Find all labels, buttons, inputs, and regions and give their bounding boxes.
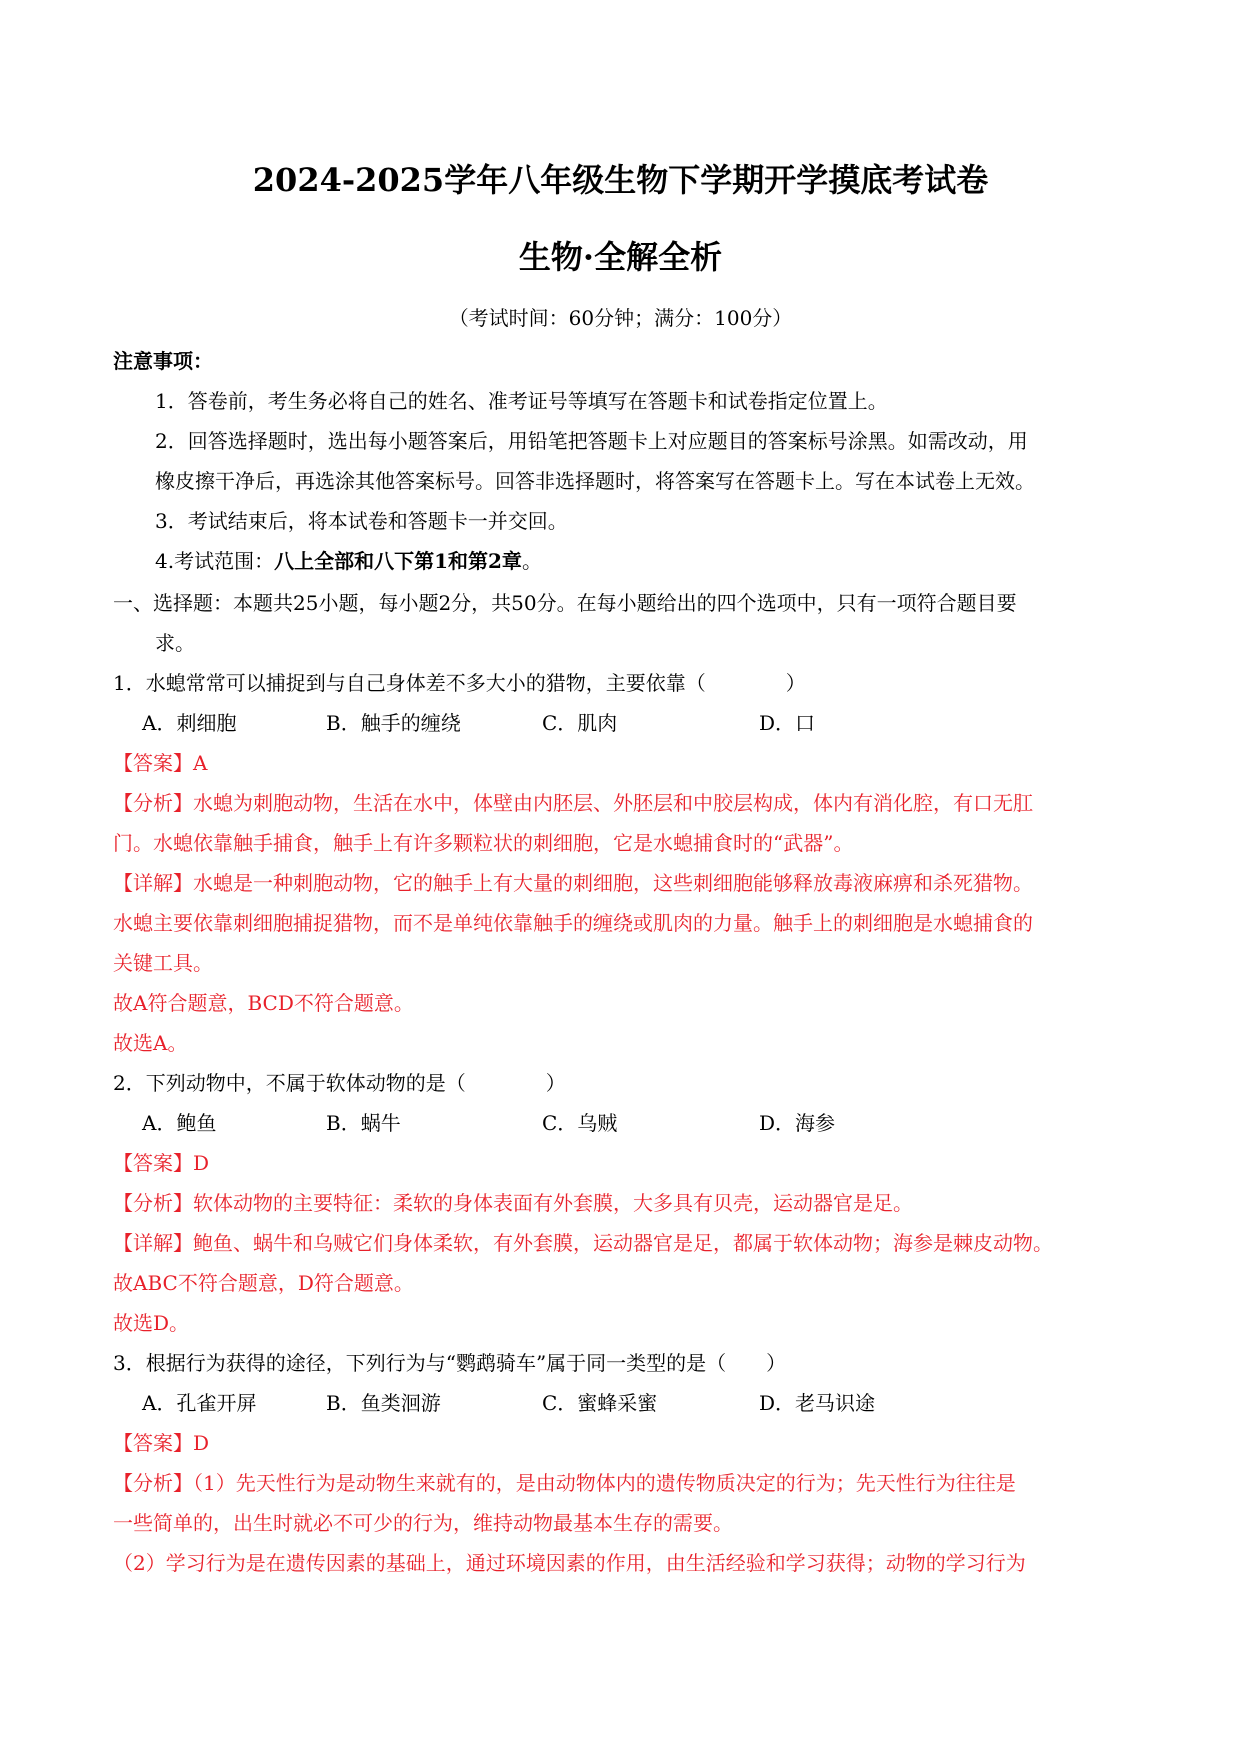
q3-stem: 3．根据行为获得的途径，下列行为与“鹦鹉骑车”属于同一类型的是（ ） xyxy=(113,1351,787,1375)
notes-item-1: 1．答卷前，考生务必将自己的姓名、准考证号等填写在答题卡和试卷指定位置上。 xyxy=(155,389,888,413)
section-1-heading: 一、选择题：本题共25小题，每小题2分，共50分。在每小题给出的四个选项中，只有一项符合题目要 xyxy=(113,591,1017,615)
q3-option-a: A．孔雀开屏 xyxy=(142,1391,257,1415)
exam-time-info: （考试时间：60分钟；满分：100分） xyxy=(448,306,793,330)
notes-item-2-line-1: 2．回答选择题时，选出每小题答案后，用铅笔把答题卡上对应题目的答案标号涂黑。如需改动，用 xyxy=(155,429,1028,453)
page-subtitle: 生物·全解全析 xyxy=(518,238,723,276)
q1-analysis-line-1: 【分析】水螅为刺胞动物，生活在水中，体壁由内胚层、外胚层和中胶层构成，体内有消化腔，有口无肛 xyxy=(113,791,1033,815)
section-1-heading-cont: 求。 xyxy=(155,631,195,655)
q1-analysis-line-2: 门。水螅依靠触手捕食，触手上有许多颗粒状的刺细胞，它是水螅捕食时的“武器”。 xyxy=(113,831,854,855)
q2-conclusion: 故ABC不符合题意，D符合题意。 xyxy=(113,1271,414,1295)
q1-detail-line-1: 【详解】水螅是一种刺胞动物，它的触手上有大量的刺细胞，这些刺细胞能够释放毒液麻痹和杀死猎物。 xyxy=(113,871,1033,895)
notes-heading: 注意事项： xyxy=(113,349,213,373)
notes-item-4-suffix: 。 xyxy=(521,549,542,573)
q2-option-d: D．海参 xyxy=(759,1111,836,1135)
q3-analysis-line-2: 一些简单的，出生时就必不可少的行为，维持动物最基本生存的需要。 xyxy=(113,1511,733,1535)
q2-analysis: 【分析】软体动物的主要特征：柔软的身体表面有外套膜，大多具有贝壳，运动器官是足。 xyxy=(113,1191,913,1215)
q1-option-a: A．刺细胞 xyxy=(142,711,237,735)
q1-detail-line-3: 关键工具。 xyxy=(113,951,213,975)
q2-option-a: A．鲍鱼 xyxy=(142,1111,217,1135)
q3-option-c: C．蜜蜂采蜜 xyxy=(542,1391,658,1415)
q1-stem: 1．水螅常常可以捕捉到与自己身体差不多大小的猎物，主要依靠（ ） xyxy=(113,671,806,695)
q1-answer: 【答案】A xyxy=(113,751,208,775)
q1-option-d: D．口 xyxy=(759,711,816,735)
q3-option-d: D．老马识途 xyxy=(759,1391,876,1415)
q2-answer: 【答案】D xyxy=(113,1151,210,1175)
q1-option-b: B．触手的缠绕 xyxy=(326,711,461,735)
notes-item-4 xyxy=(155,547,542,575)
q1-choice: 故选A。 xyxy=(113,1031,188,1055)
q1-conclusion: 故A符合题意，BCD不符合题意。 xyxy=(113,991,414,1015)
notes-item-3: 3．考试结束后，将本试卷和答题卡一并交回。 xyxy=(155,509,568,533)
q2-option-c: C．乌贼 xyxy=(542,1111,618,1135)
q1-detail-line-2: 水螅主要依靠刺细胞捕捉猎物，而不是单纯依靠触手的缠绕或肌肉的力量。触手上的刺细胞是水螅捕食的 xyxy=(113,911,1033,935)
notes-item-4-prefix: 4.考试范围： xyxy=(155,549,275,573)
q2-choice: 故选D。 xyxy=(113,1311,190,1335)
q3-analysis-line-3: （2）学习行为是在遗传因素的基础上，通过环境因素的作用，由生活经验和学习获得；动物的学习行为 xyxy=(113,1551,1026,1575)
q3-option-b: B．鱼类洄游 xyxy=(326,1391,441,1415)
notes-item-4-scope: 八上全部和八下第1和第2章 xyxy=(274,549,522,573)
q1-option-c: C．肌肉 xyxy=(542,711,618,735)
q2-stem: 2．下列动物中，不属于软体动物的是（ ） xyxy=(113,1071,566,1095)
q2-option-b: B．蜗牛 xyxy=(326,1111,401,1135)
q3-analysis-line-1: 【分析】（1）先天性行为是动物生来就有的，是由动物体内的遗传物质决定的行为；先天性行为往往是 xyxy=(113,1471,1016,1495)
notes-item-2-line-2: 橡皮擦干净后，再选涂其他答案标号。回答非选择题时，将答案写在答题卡上。写在本试卷上无效。 xyxy=(155,469,1035,493)
page-title: 2024-2025学年八年级生物下学期开学摸底考试卷 xyxy=(252,161,989,199)
q2-detail: 【详解】鲍鱼、蜗牛和乌贼它们身体柔软，有外套膜，运动器官是足，都属于软体动物；海参是棘皮动物。 xyxy=(113,1231,1053,1255)
q3-answer: 【答案】D xyxy=(113,1431,210,1455)
